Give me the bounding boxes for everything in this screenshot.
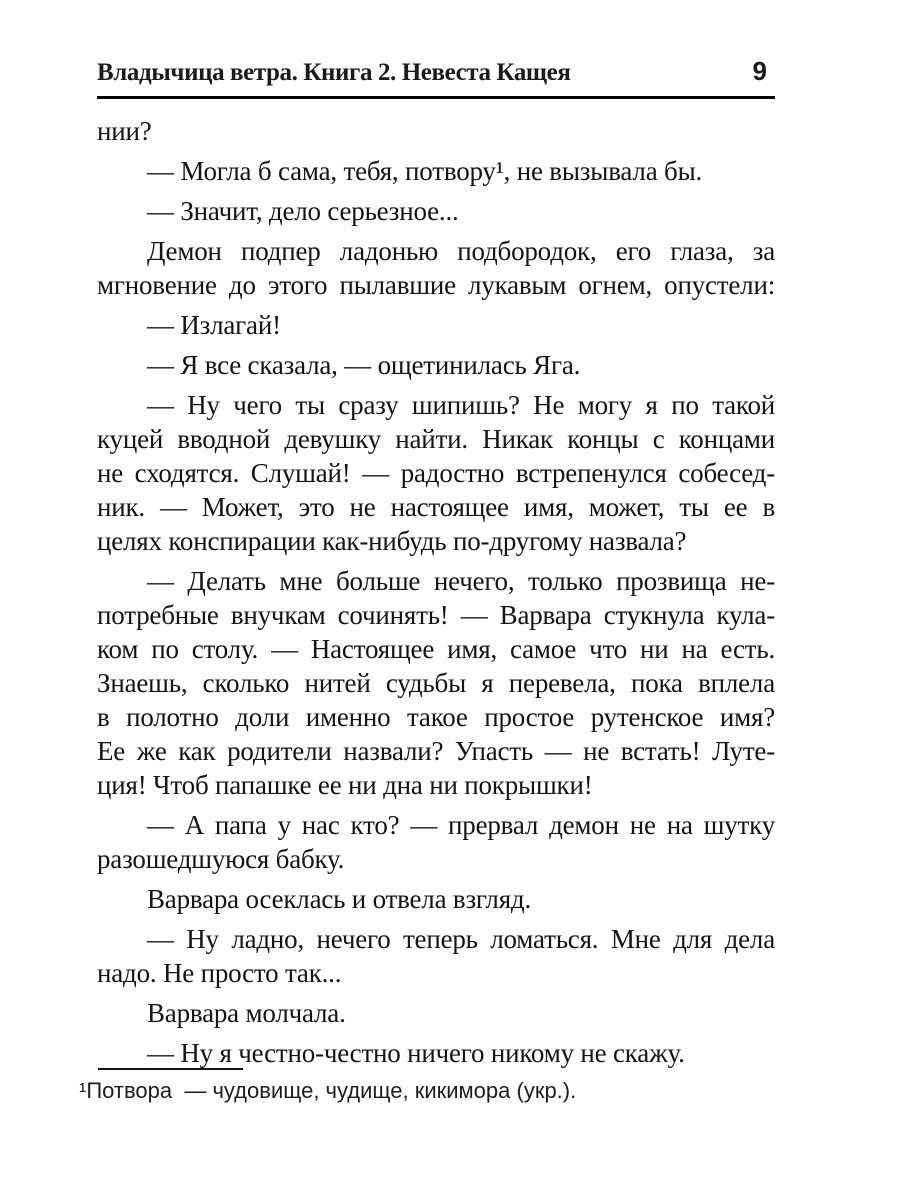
- paragraph: [97, 564, 775, 802]
- text-line: разошедшуюся бабку.: [97, 844, 345, 874]
- running-header: [97, 56, 775, 99]
- text-line: — Значит, дело серьезное...: [147, 196, 459, 226]
- paragraph: [97, 388, 775, 558]
- paragraph: [97, 194, 775, 228]
- text-line: потребные внучкам сочинять! — Варвара стукнула кула-: [97, 600, 775, 630]
- text-line: Демон подпер ладонью подбородок, его глаза, за: [147, 236, 775, 266]
- footnote-text: ¹Потвора — чудовище, чудище, кикимора (укр.).: [79, 1078, 577, 1103]
- text-line: — Излагай!: [147, 310, 281, 340]
- text-line: куцей вводной девушку найти. Никак концы с концами: [97, 424, 775, 454]
- text-line: целях конспирации как-нибудь по-другому назвала?: [97, 526, 687, 556]
- text-line: Ее же как родители назвали? Упасть — не встать! Луте-: [97, 736, 775, 766]
- paragraph: [97, 154, 775, 188]
- paragraph: [97, 234, 775, 302]
- paragraph: [97, 882, 775, 916]
- text-line: — Ну ладно, нечего теперь ломаться. Мне для дела: [147, 924, 775, 954]
- text-line: не сходятся. Слушай! — радостно встрепенулся собесед-: [97, 458, 775, 488]
- text-line: — Делать мне больше нечего, только прозвища не-: [147, 566, 775, 596]
- text-line: — Ну я честно-честно ничего никому не скажу.: [147, 1038, 685, 1068]
- text-line: Варвара молчала.: [147, 998, 346, 1028]
- book-title: Владычица ветра. Книга 2. Невеста Кащея: [97, 59, 571, 86]
- body-text: [97, 114, 775, 1070]
- text-line: — Я все сказала, — ощетинилась Яга.: [147, 350, 581, 380]
- paragraph: [97, 114, 775, 148]
- text-line: надо. Не просто так...: [97, 958, 342, 988]
- page-number: 9: [752, 56, 767, 86]
- paragraph: [97, 996, 775, 1030]
- paragraph: [97, 348, 775, 382]
- paragraph: [97, 1036, 775, 1070]
- text-line: нии?: [97, 116, 152, 146]
- text-line: — Ну чего ты сразу шипишь? Не могу я по такой: [147, 390, 775, 420]
- text-line: Варвара осеклась и отвела взгляд.: [147, 884, 532, 914]
- text-line: ком по столу. — Настоящее имя, самое что ни на есть.: [97, 634, 775, 664]
- text-line: — Могла б сама, тебя, потвору¹, не вызывала бы.: [147, 156, 703, 186]
- text-line: в полотно доли именно такое простое рутенское имя?: [97, 702, 775, 732]
- text-line: — А папа у нас кто? — прервал демон не на шутку: [147, 810, 775, 840]
- paragraph: [97, 808, 775, 876]
- text-line: ция! Чтоб папашке ее ни дна ни покрышки!: [97, 770, 593, 800]
- text-line: мгновение до этого пылавшие лукавым огнем, опустели:: [97, 270, 775, 300]
- text-line: ник. — Может, это не настоящее имя, может, ты ее в: [97, 492, 775, 522]
- text-line: Знаешь, сколько нитей судьбы я перевела, пока вплела: [97, 668, 775, 698]
- paragraph: [97, 922, 775, 990]
- paragraph: [97, 308, 775, 342]
